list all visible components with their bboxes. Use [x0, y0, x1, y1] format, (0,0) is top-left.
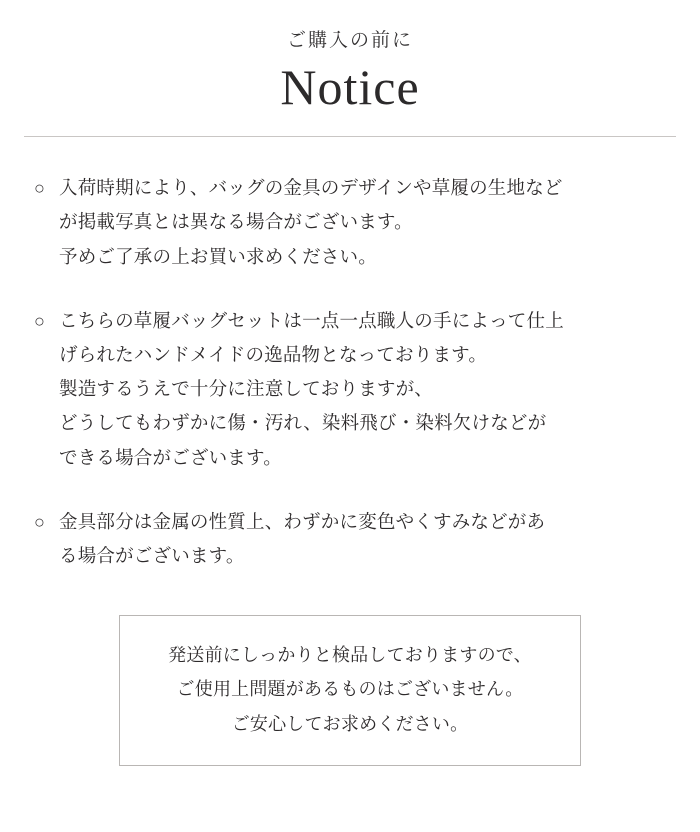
note-line: どうしてもわずかに傷・汚れ、染料飛び・染料欠けなどが	[59, 412, 547, 434]
notice-box-wrapper	[0, 615, 700, 766]
note-line: 製造するうえで十分に注意しておりますが、	[59, 378, 434, 400]
notice-box-line: ご安心してお求めください。	[231, 713, 469, 734]
notice-box-line: 発送前にしっかりと検品しておりますので、	[168, 645, 532, 666]
page-title: Notice	[280, 58, 420, 115]
note-text	[34, 171, 666, 274]
notice-box-line: ご使用上問題があるものはございません。	[176, 679, 524, 700]
note-line: できる場合がございます。	[59, 446, 282, 468]
note-text	[34, 304, 666, 475]
list-item	[34, 304, 666, 475]
note-line: る場合がございます。	[59, 545, 245, 567]
note-line: 予めご了承の上お買い求めください。	[59, 245, 377, 267]
bullet-icon: ○	[34, 178, 45, 199]
note-line: が掲載写真とは異なる場合がございます。	[59, 211, 413, 233]
notes-list	[0, 137, 700, 573]
note-line: こちらの草履バッグセットは一点一点職人の手によって仕上	[59, 309, 564, 331]
notice-box	[119, 615, 581, 766]
note-line: 入荷時期により、バッグの金具のデザインや草履の生地など	[59, 177, 563, 199]
page-header	[0, 0, 700, 116]
list-item	[34, 171, 666, 274]
list-item	[34, 505, 666, 573]
note-text	[34, 505, 666, 573]
note-line: 金具部分は金属の性質上、わずかに変色やくすみなどがあ	[59, 510, 546, 532]
bullet-icon: ○	[34, 310, 45, 331]
bullet-icon: ○	[34, 511, 45, 532]
note-line: げられたハンドメイドの逸品物となっております。	[59, 343, 488, 365]
page-subtitle: ご購入の前に	[286, 30, 413, 51]
